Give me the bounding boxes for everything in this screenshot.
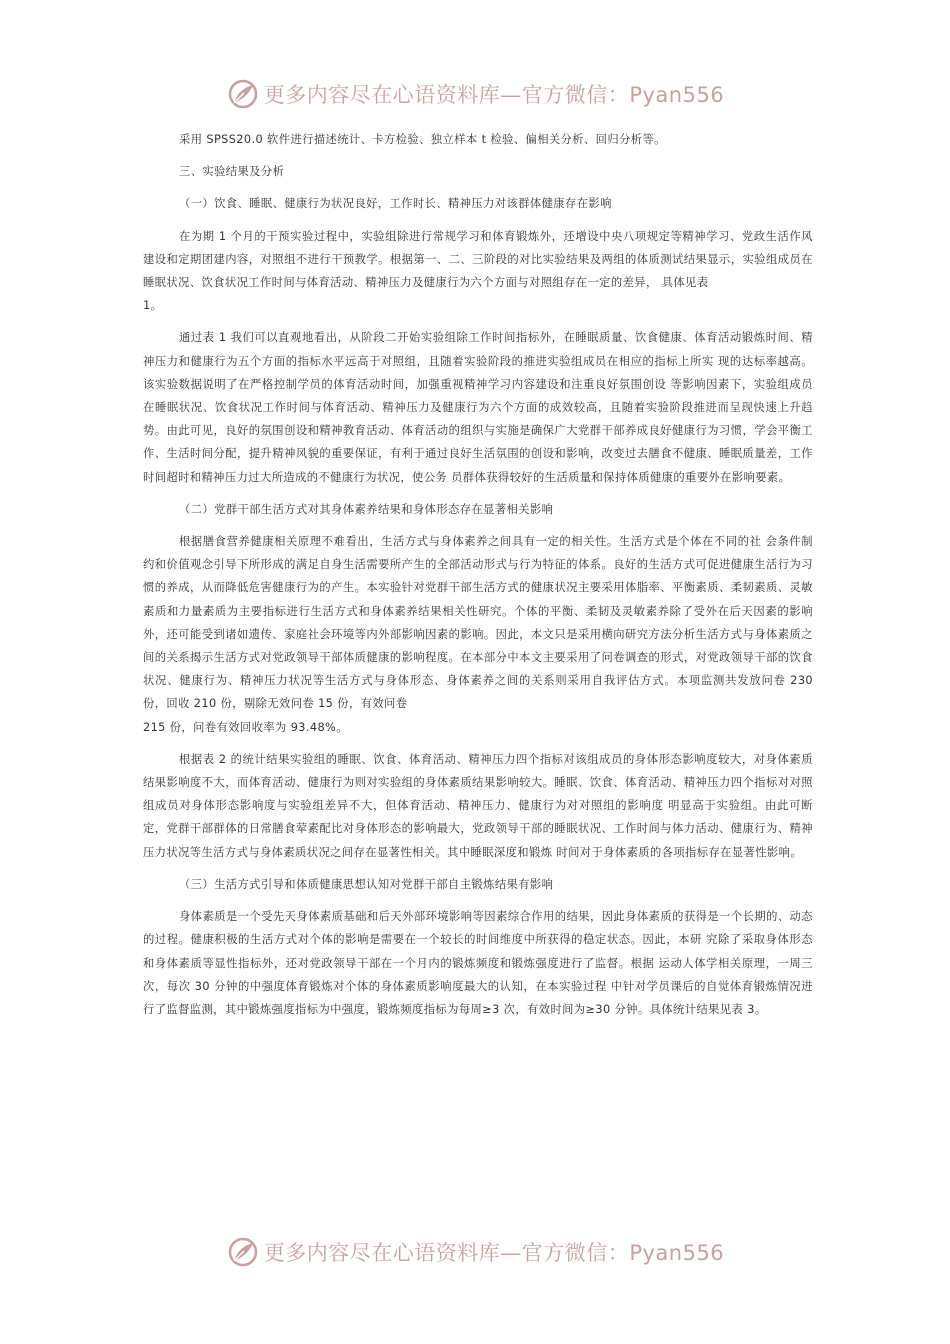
subsection-heading-1: （一）饮食、睡眠、健康行为状况良好，工作时长、精神压力对该群体健康存在影响 — [179, 197, 612, 211]
paragraph-lifestyle: 根据膳食营养健康相关原理不难看出，生活方式与身体素养之间具有一定的相关性。生活方式是个体在不同的社 会条件制约和价值观念引导下所形成的满足自身生活需要所产生的全部活动形式与行为特征的体系。良好的生活方式可促进健康生活行为习惯的养成，从而降低危害健康行为的产生。本实验针对党群干部生活方式的健康状况主要采用体脂率、平衡素质、柔韧素质、灵敏素质和力量素质为主要指标进行生活方式和身体素养结果相关性研究。个体的平衡、柔韧及灵敏素养除了受外在后天因素的影响外，还可能受到诸如遗传、家庭社会环境等内外部影响因素的影响。因此，本文只是采用横向研究方法分析生活方式与身体素质之间的关系揭示生活方式对党政领导干部体质健康的影响程度。在本部分中本文主要采用了问卷调查的形式，对党政领导干部的饮食状况、健康行为、精神压力状况等生活方式与身体形态、身体素养之间的关系则采用自我评估方式。本项监测共发放问卷 230 份，回收 210 份，剔除无效问卷 15 份，有效问卷 — [143, 535, 813, 711]
paragraph-table1-analysis: 通过表 1 我们可以直观地看出，从阶段二开始实验组除工作时间指标外，在睡眠质量、饮食健康、体育活动锻炼时间、精神压力和健康行为五个方面的指标水平远高于对照组，且随着实验阶段的推进实验组成员在相应的指标上所实 现的达标率越高。该实验数据说明了在严格控制学员的体育活动时间，加强重视精神学习内容建设和注重良好氛围创设 等影响因素下，实验组成员在睡眠状况、饮食状况工作时间与体育活动、精神压力及健康行为六个方面的成效较高，且随着实验阶段推进而呈现快速上升趋势。由此可见，良好的氛围创设和精神教育活动、体育活动的组织与实施是确保广大党群干部养成良好健康行为习惯，学会平衡工作、生活时间分配，提升精神风貌的重要保证，有利于通过良好生活氛围的创设和影响，改变过去膳食不健康、睡眠质量差，工作时间超时和精神压力过大所造成的不健康行为状况，使公务 员群体获得较好的生活质量和保持体质健康的重要外在影响要素。 — [143, 331, 813, 484]
leaf-logo-icon — [226, 77, 260, 111]
section-heading-results: 三、实验结果及分析 — [179, 165, 285, 179]
paragraph-methods: 采用 SPSS20.0 软件进行描述统计、卡方检验、独立样本 t 检验、偏相关分析、回归分析等。 — [179, 133, 666, 146]
paragraph-experiment-tail: 1。 — [143, 299, 163, 313]
leaf-logo-icon — [226, 1235, 260, 1269]
subsection-heading-2: （二）党群干部生活方式对其身体素养结果和身体形态存在显著相关影响 — [179, 502, 554, 516]
header-watermark-banner — [0, 74, 950, 114]
paragraph-exercise: 身体素质是一个受先天身体素质基础和后天外部环境影响等因素综合作用的结果，因此身体素质的获得是一个长期的、动态的过程。健康积极的生活方式对个体的影响是需要在一个较长的时间维度中所获得的稳定状态。因此，本研 究除了采取身体形态和身体素质等显性指标外，还对党政领导干部在一个月内的锻炼频度和锻炼强度进行了监督。根据 运动人体学相关原理，一周三次，每次 30 分钟的中强度体育锻炼对个体的身体素质影响度最大的认知，在本实验过程 中针对学员课后的自觉体育锻炼情况进行了监督监测，其中锻炼强度指标为中强度，锻炼频度指标为每周≥3 次，有效时间为≥30 分钟。具体统计结果见表 3。 — [143, 910, 813, 1016]
subsection-heading-3: （三）生活方式引导和体质健康思想认知对党群干部自主锻炼结果有影响 — [179, 877, 554, 891]
banner-text: 更多内容尽在心语资料库—官方微信：Pyan556 — [263, 1241, 725, 1265]
paragraph-table2-analysis: 根据表 2 的统计结果实验组的睡眠、饮食、体育活动、精神压力四个指标对该组成员的身体形态影响度较大，对身体素质结果影响度不大，而体育活动、健康行为则对实验组的身体素质结果影响较大。睡眠、饮食、体育活动、精神压力四个指标对对照组成员对身体形态影响度与实验组差异不大，但体育活动、精神压力、健康行为对对照组的影响度 明显高于实验组。由此可断定，党群干部群体的日常膳食荤素配比对身体形态的影响最大，党政领导干部的睡眠状况、工作时间与体力活动、健康行为、精神压力状况等生活方式与身体素质状况之间存在显著性相关。其中睡眠深度和锻炼 时间对于身体素质的各项指标存在显著性影响。 — [143, 752, 813, 859]
wechat-id: Pyan556 — [629, 1241, 725, 1265]
banner-text: 更多内容尽在心语资料库—官方微信：Pyan556 — [263, 83, 725, 107]
document-body — [143, 128, 813, 1021]
wechat-id: Pyan556 — [629, 83, 725, 107]
paragraph-experiment: 在为期 1 个月的干预实验过程中，实验组除进行常规学习和体育锻炼外，还增设中央八项规定等精神学习、党政生活作风建设和定期团建内容，对照组不进行干预教学。根据第一、二、三阶段的对比实验结果及两组的体质测试结果显示，实验组成员在睡眠状况、饮食状况工作时间与体育活动、精神压力及健康行为六个方面与对照组存在一定的差异， 具体见表 — [143, 229, 813, 290]
footer-watermark-banner — [0, 1232, 950, 1272]
paragraph-lifestyle-tail: 215 份，问卷有效回收率为 93.48%。 — [143, 720, 348, 734]
